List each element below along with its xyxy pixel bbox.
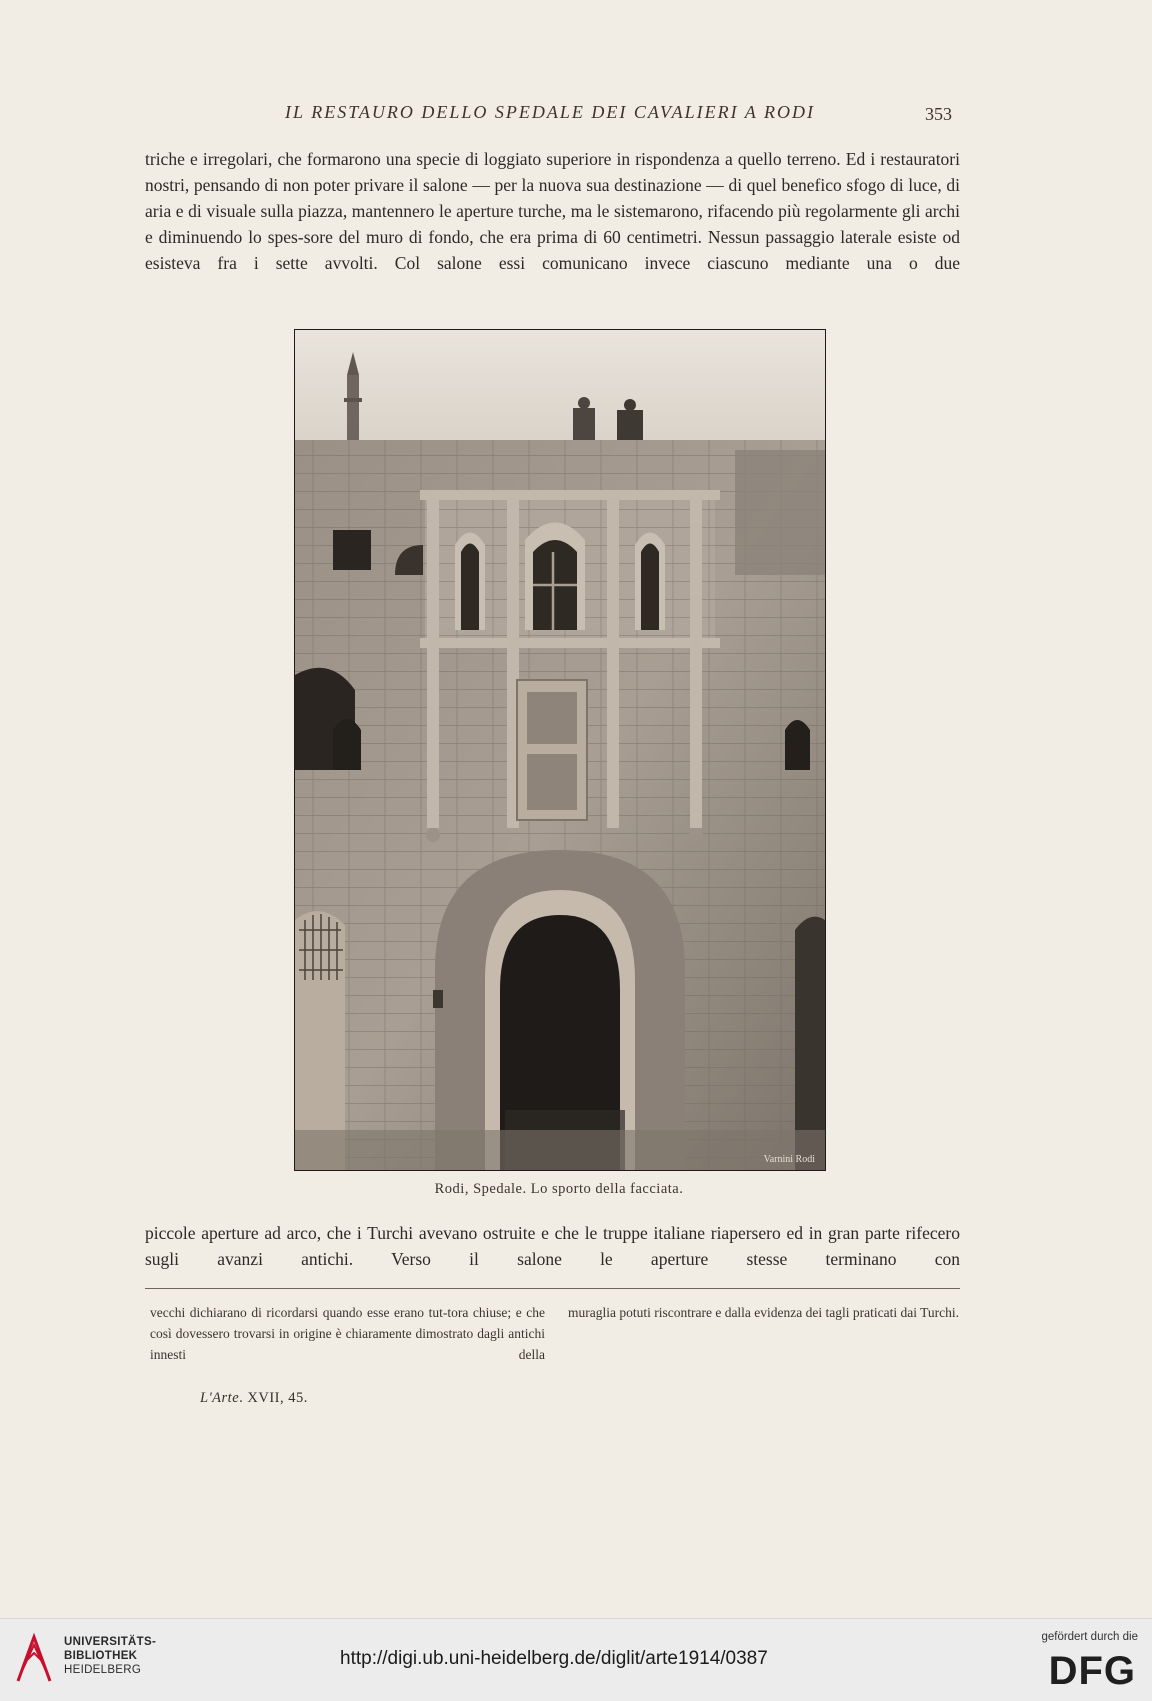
permalink-url[interactable]: http://digi.ub.uni-heidelberg.de/diglit/arte1914/0387: [340, 1648, 768, 1669]
signature-mark: L'Arte. XVII, 45.: [200, 1390, 308, 1406]
running-title: IL RESTAURO DELLO SPEDALE DEI CAVALIERI A RODI: [285, 102, 815, 122]
library-name-line3: HEIDELBERG: [64, 1664, 142, 1676]
footnote-right-column: muraglia potuti riscontrare e dalla evidenza dei tagli praticati dai Turchi.: [568, 1305, 959, 1320]
facade-photo: [295, 330, 825, 1170]
dfg-logo: DFG: [1048, 1649, 1136, 1693]
body-paragraph-top: triche e irregolari, che formarono una specie di loggiato superiore in rispondenza a quello terreno. Ed i restauratori nostri, pensando di non poter privare il salone — per la nuova sua destinazione — di quel benefico sfogo di luce, di aria e di visuale sulla piazza, mantennero le aperture turche, ma le sistemarono, rifacendo più regolarmente gli archi e diminuendo lo spes-sore del muro di fondo, che era prima di 60 centimetri. Nessun passaggio laterale esiste od esisteva fra i sette avvolti. Col salone essi comunicano invece ciascuno mediante una o due: [145, 149, 960, 273]
page-number: 353: [925, 104, 952, 124]
volume-number: XVII, 45.: [247, 1390, 308, 1406]
photo-figure: [294, 329, 826, 1171]
footnote-divider: [145, 1288, 960, 1289]
figure-caption: Rodi, Spedale. Lo sporto della facciata.: [434, 1181, 684, 1197]
library-name: [64, 1635, 156, 1677]
library-name-line1: UNIVERSITÄTS-: [64, 1636, 157, 1648]
library-logo-icon: [14, 1631, 54, 1687]
footnote-left-column: vecchi dichiarano di ricordarsi quando esse erano tut-tora chiuse; e che così dovessero trovarsi in origine è chiaramente dimostrato dagli antichi innesti della: [150, 1305, 545, 1362]
footer-bar: [0, 1618, 1152, 1701]
library-name-line2: BIBLIOTHEK: [64, 1650, 138, 1662]
journal-name: L'Arte: [200, 1390, 240, 1406]
funding-note: gefördert durch die: [1041, 1631, 1138, 1643]
photo-credit: Varnini Rodi: [763, 1154, 815, 1165]
body-paragraph-bottom: piccole aperture ad arco, che i Turchi avevano ostruite e che le truppe italiane riapersero ed in gran parte rifecero sugli avanzi antichi. Verso il salone le aperture stesse terminano con: [145, 1223, 960, 1269]
